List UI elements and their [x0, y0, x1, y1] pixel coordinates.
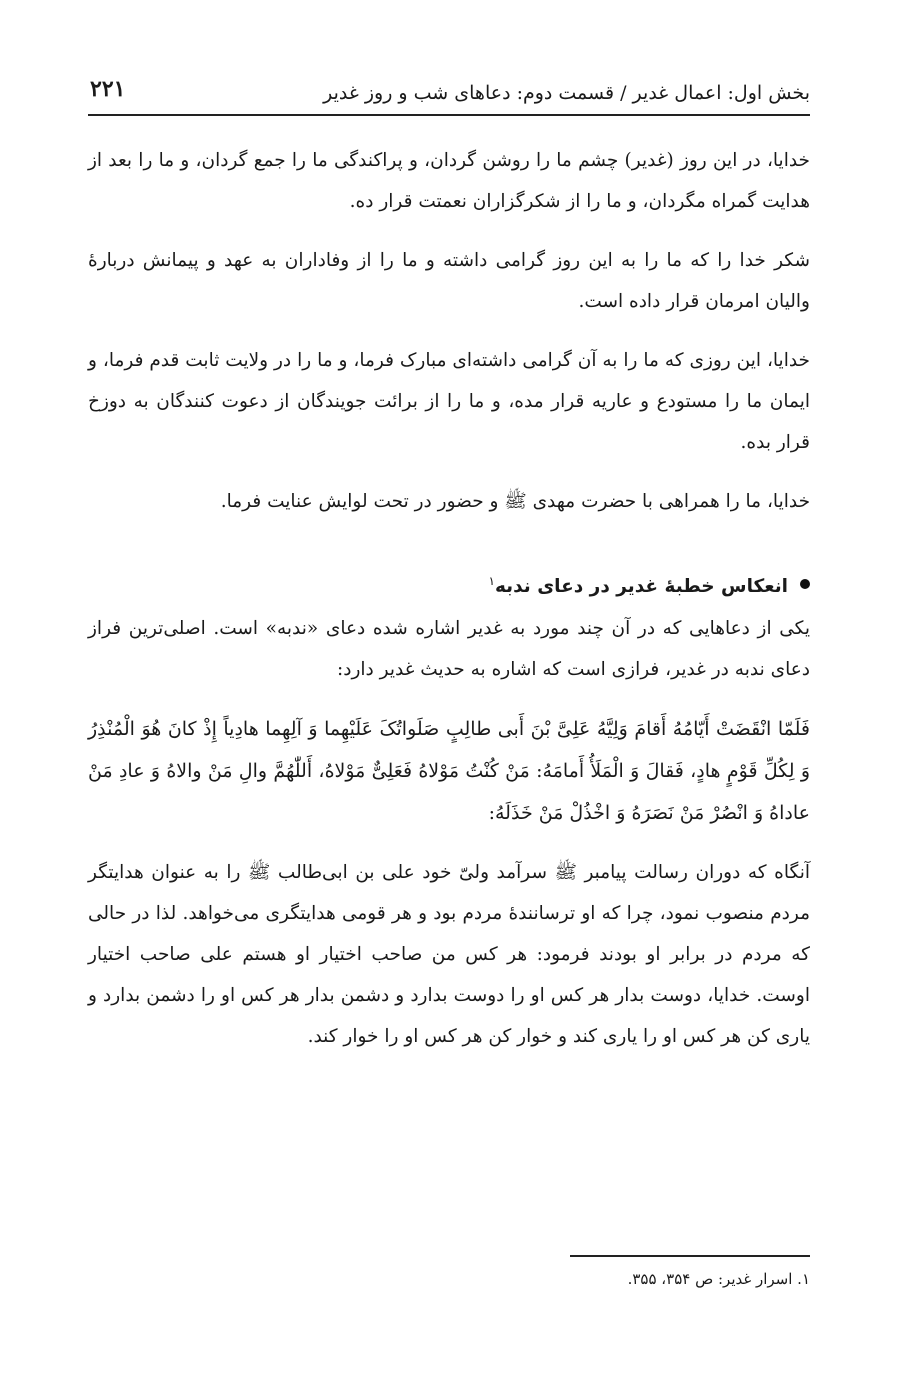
running-title: بخش اول: اعمال غدیر / قسمت دوم: دعاهای شب و روز غدیر [323, 82, 810, 104]
section-heading [88, 562, 810, 606]
book-page [88, 0, 810, 1390]
page-header [88, 70, 810, 110]
paragraph-4: خدایا، ما را همراهی با حضرت مهدی ﷺ و حضور در تحت لوایش عنایت فرما. [220, 491, 810, 512]
footnote-divider [570, 1255, 810, 1257]
section-intro: یکی از دعاهایی که در آن چند مورد به غدیر اشاره شده دعای «ندبه» است. اصلی‌ترین فراز دعای ندبه در غدیر، فرازی است که اشاره به حدیث غدیر دارد: [88, 618, 810, 681]
arabic-quote: فَلَمّا انْقَضَتْ أَیّامُهُ أَقامَ وَلِیَّهُ عَلِیَّ بْنَ أَبی طالِبٍ صَلَواتُکَ عَلَیْهِما وَ آلِهِما هادِیاً إِذْ کانَ هُوَ الْمُنْذِرُ وَ لِکُلِّ قَوْمٍ هادٍ، فَقالَ وَ الْمَلَأُ أَمامَهُ: مَنْ کُنْتُ مَوْلاهُ فَعَلِیٌّ مَوْلاهُ، أَللّٰهُمَّ والِ مَنْ والاهُ وَ عادِ مَنْ عاداهُ وَ انْصُرْ مَنْ نَصَرَهُ وَ اخْذُلْ مَنْ خَذَلَهُ: [88, 718, 810, 825]
header-divider [88, 114, 810, 116]
section-heading-text: انعکاس خطبهٔ غدیر در دعای ندبه [494, 576, 788, 598]
page-number: ۲۲۱ [90, 76, 126, 102]
footnote: ۱. اسرار غدیر: ص ۳۵۴، ۳۵۵. [627, 1270, 810, 1288]
page-body [88, 140, 810, 1075]
paragraph-2: شکر خدا را که ما را به این روز گرامی داشته و ما را از وفاداران به عهد و پیمانش دربارهٔ والیان امرمان قرار داده است. [88, 250, 810, 312]
paragraph-3: خدایا، این روزی که ما را به آن گرامی داشته‌ای مبارک فرما، و ما را در ولایت ثابت قدم فرما، و ایمان ما را مستودع و عاریه قرار مده، و ما را از برائت جویندگان از دعوت کنندگان به دوزخ قرار بده. [88, 350, 810, 453]
bullet-icon [800, 579, 810, 589]
paragraph-1: خدایا، در این روز (غدیر) چشم ما را روشن گردان، و پراکندگی ما را جمع گردان، و ما را بعد از هدایت گمراه مگردان، و ما را از شکرگزاران نعمتت قرار ده. [88, 150, 810, 212]
translation-paragraph: آنگاه که دوران رسالت پیامبر ﷺ سرآمد ولیّ خود علی بن ابی‌طالب ﷺ را به عنوان هدایتگر مردم منصوب نمود، چرا که او ترسانندهٔ مردم بود و هر قومی هدایتگری می‌خواهد. لذا در حالی که مردم در برابر او بودند فرمود: هر کس من صاحب اختیار او هستم علی صاحب اختیار اوست. خدایا، دوست بدار هر کس او را دوست بدارد و دشمن بدار هر کس او را دشمن بدارد و یاری کن هر کس او را یاری کند و خوار کن هر کس او را خوار کند. [88, 862, 810, 1048]
footnote-marker: ۱ [488, 574, 495, 588]
